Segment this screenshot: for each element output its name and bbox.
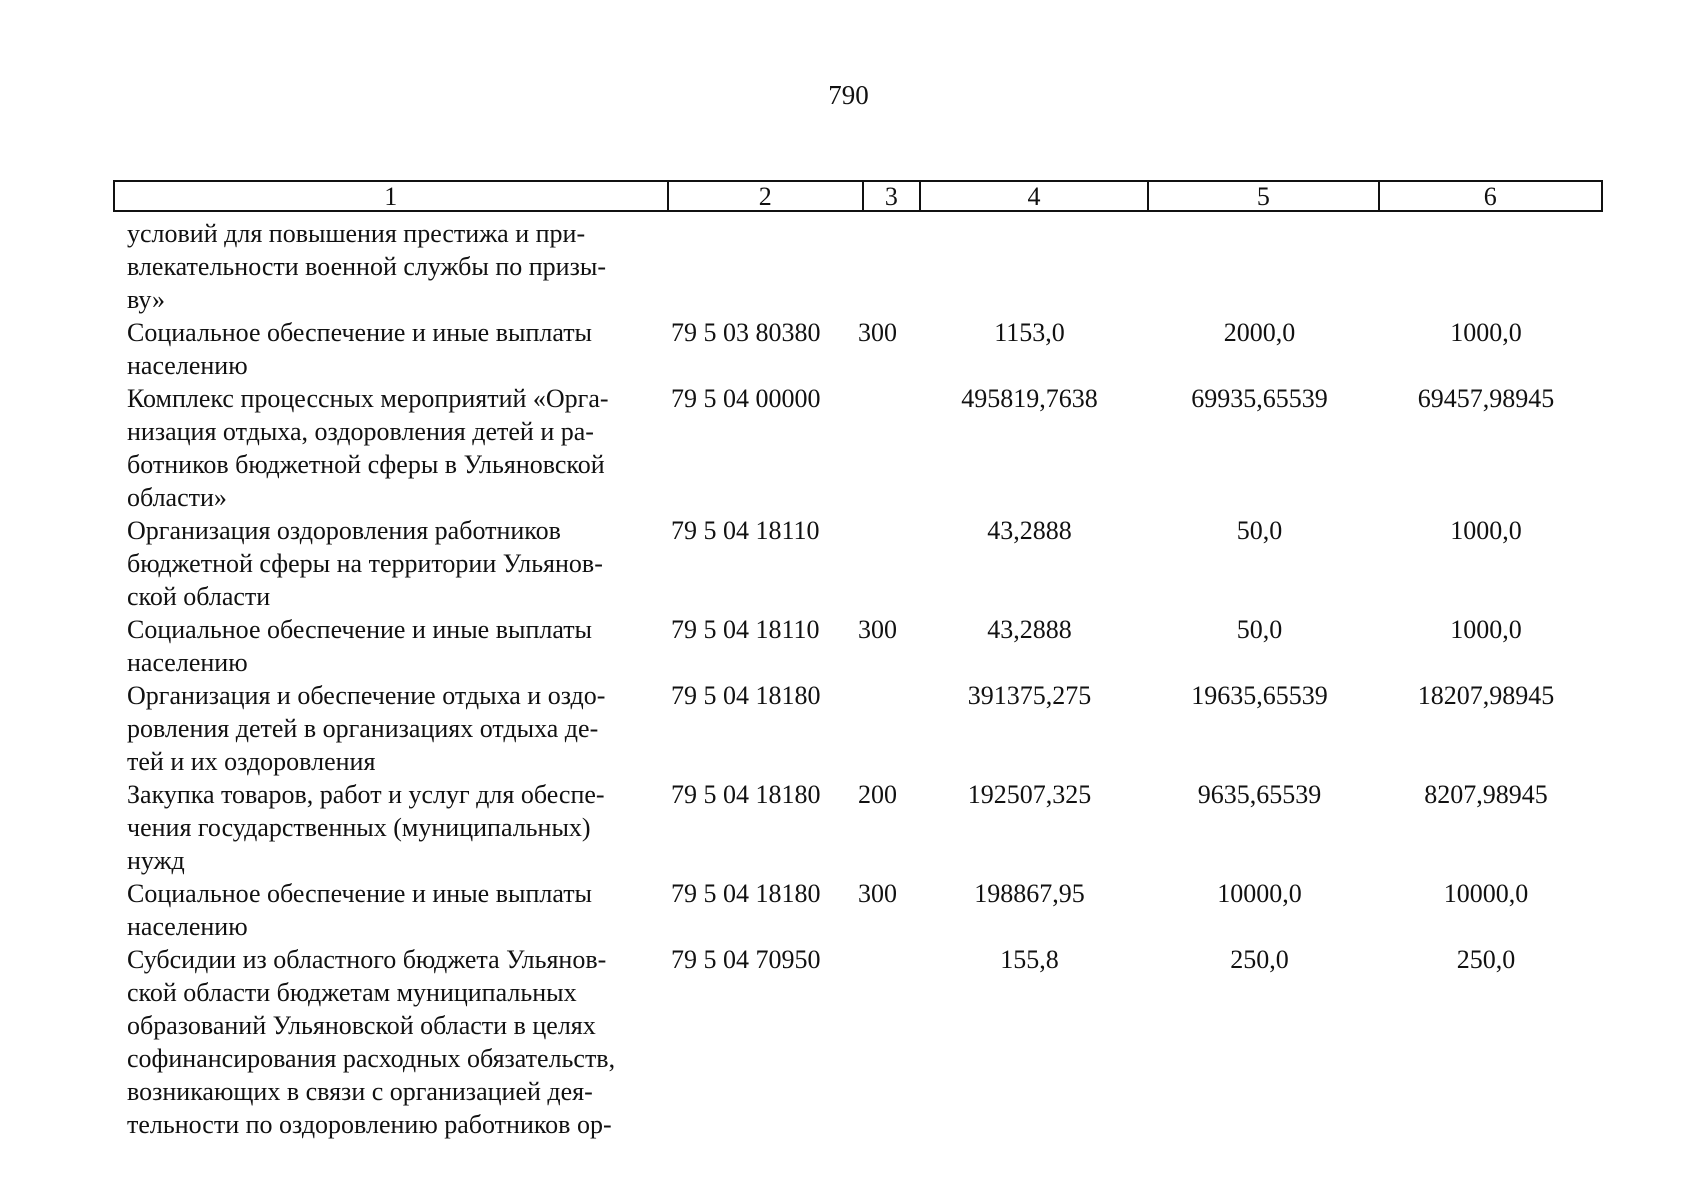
table-header bbox=[113, 180, 1603, 212]
row-code: 79 5 04 18110 bbox=[671, 615, 820, 644]
description-line: нужд bbox=[127, 846, 185, 875]
row-description bbox=[127, 382, 657, 514]
description-line: ву» bbox=[127, 285, 166, 314]
row-code: 79 5 04 18180 bbox=[671, 879, 821, 908]
row-description bbox=[127, 877, 657, 943]
row-value-col5: 19635,65539 bbox=[1191, 681, 1328, 710]
page-number: 790 bbox=[828, 80, 869, 110]
row-code: 79 5 04 18180 bbox=[671, 681, 821, 710]
row-value-col4: 192507,325 bbox=[967, 780, 1092, 809]
table-row bbox=[127, 382, 1603, 514]
description-line: условий для повышения престижа и при- bbox=[127, 219, 586, 248]
row-value-col5: 50,0 bbox=[1236, 516, 1283, 545]
description-line: чения государственных (муниципальных) bbox=[127, 813, 591, 842]
description-line: ской области bbox=[127, 582, 271, 611]
description-line: Социальное обеспечение и иные выплаты bbox=[127, 615, 593, 644]
description-line: населению bbox=[127, 912, 248, 941]
row-value-col4: 495819,7638 bbox=[961, 384, 1098, 413]
row-code: 79 5 04 18110 bbox=[671, 516, 820, 545]
row-value-col6: 69457,98945 bbox=[1417, 384, 1555, 413]
row-value-col5: 10000,0 bbox=[1217, 879, 1302, 908]
header-col-1: 1 bbox=[115, 182, 669, 210]
description-line: Организация и обеспечение отдыха и оздо- bbox=[127, 681, 606, 710]
row-value-col5: 69935,65539 bbox=[1191, 384, 1328, 413]
description-line: области» bbox=[127, 483, 227, 512]
header-col-3: 3 bbox=[864, 182, 921, 210]
row-value-col6: 1000,0 bbox=[1450, 615, 1522, 644]
header-col-4: 4 bbox=[921, 182, 1149, 210]
description-line: тей и их оздоровления bbox=[127, 747, 376, 776]
description-line: ровления детей в организациях отдыха де- bbox=[127, 714, 599, 743]
row-expense-type: 300 bbox=[858, 615, 897, 644]
description-line: возникающих в связи с организацией дея- bbox=[127, 1077, 593, 1106]
row-value-col5: 2000,0 bbox=[1223, 318, 1296, 347]
table-row bbox=[127, 514, 1603, 613]
row-code: 79 5 04 70950 bbox=[671, 945, 821, 974]
row-code: 79 5 04 00000 bbox=[671, 384, 821, 413]
row-value-col4: 43,2888 bbox=[987, 615, 1072, 644]
description-line: низация отдыха, оздоровления детей и ра- bbox=[127, 417, 594, 446]
row-expense-type: 300 bbox=[858, 879, 897, 908]
table-row bbox=[127, 943, 1603, 1141]
row-description bbox=[127, 217, 657, 316]
description-line: ской области бюджетам муниципальных bbox=[127, 978, 577, 1007]
description-line: Социальное обеспечение и иные выплаты bbox=[127, 318, 593, 347]
row-description bbox=[127, 514, 657, 613]
row-code: 79 5 04 18180 bbox=[671, 780, 821, 809]
row-expense-type: 200 bbox=[858, 780, 897, 809]
description-line: образований Ульяновской области в целях bbox=[127, 1011, 596, 1040]
header-col-6: 6 bbox=[1483, 182, 1497, 211]
header-col-2: 2 bbox=[669, 182, 864, 210]
row-value-col6: 250,0 bbox=[1456, 945, 1516, 974]
table-row bbox=[127, 778, 1603, 877]
description-line: Субсидии из областного бюджета Ульянов- bbox=[127, 945, 607, 974]
row-description bbox=[127, 778, 657, 877]
row-description bbox=[127, 943, 657, 1141]
row-description bbox=[127, 316, 657, 382]
table-row bbox=[127, 679, 1603, 778]
row-value-col5: 250,0 bbox=[1230, 945, 1289, 974]
row-code: 79 5 03 80380 bbox=[671, 318, 821, 347]
row-value-col4: 43,2888 bbox=[987, 516, 1072, 545]
description-line: населению bbox=[127, 351, 248, 380]
description-line: Комплекс процессных мероприятий «Орга- bbox=[127, 384, 609, 413]
description-line: Организация оздоровления работников bbox=[127, 516, 561, 545]
description-line: тельности по оздоровлению работников ор- bbox=[127, 1110, 612, 1139]
row-value-col4: 198867,95 bbox=[974, 879, 1085, 908]
description-line: софинансирования расходных обязательств, bbox=[127, 1044, 616, 1073]
description-line: Социальное обеспечение и иные выплаты bbox=[127, 879, 593, 908]
row-value-col6: 1000,0 bbox=[1450, 318, 1522, 347]
row-value-col5: 50,0 bbox=[1236, 615, 1283, 644]
description-line: влекательности военной службы по призы- bbox=[127, 252, 606, 281]
table-row bbox=[127, 217, 1603, 316]
description-line: бюджетной сферы на территории Ульянов- bbox=[127, 549, 603, 578]
description-line: населению bbox=[127, 648, 248, 677]
row-value-col4: 155,8 bbox=[1000, 945, 1059, 974]
row-value-col4: 391375,275 bbox=[967, 681, 1092, 710]
row-value-col6: 18207,98945 bbox=[1417, 681, 1555, 710]
row-value-col6: 1000,0 bbox=[1450, 516, 1522, 545]
row-value-col6: 10000,0 bbox=[1443, 879, 1529, 908]
row-expense-type: 300 bbox=[858, 318, 897, 347]
table-body bbox=[127, 217, 1603, 1141]
description-line: Закупка товаров, работ и услуг для обеспе- bbox=[127, 780, 605, 809]
header-col-5: 5 bbox=[1149, 182, 1379, 210]
row-value-col6: 8207,98945 bbox=[1424, 780, 1548, 809]
row-description bbox=[127, 613, 657, 679]
table-row bbox=[127, 877, 1603, 943]
table-row bbox=[127, 316, 1603, 382]
row-value-col4: 1153,0 bbox=[994, 318, 1065, 347]
description-line: ботников бюджетной сферы в Ульяновской bbox=[127, 450, 605, 479]
table-row bbox=[127, 613, 1603, 679]
row-description bbox=[127, 679, 657, 778]
row-value-col5: 9635,65539 bbox=[1197, 780, 1322, 809]
